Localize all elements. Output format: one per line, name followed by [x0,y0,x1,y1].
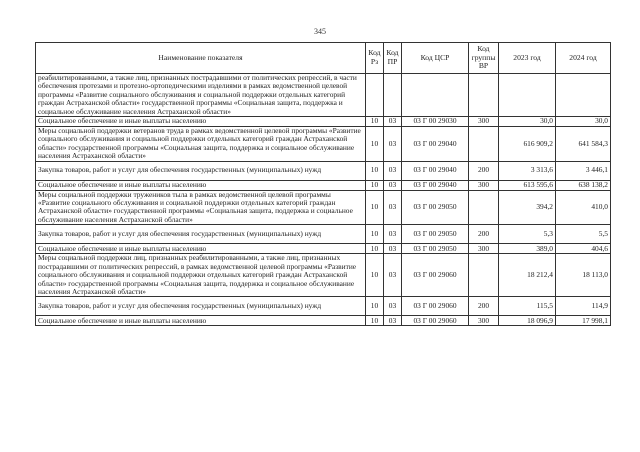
cell-pr: 03 [384,161,402,180]
cell-name: Меры социальной поддержки тружеников тыла в рамках ведомственной целевой программы «Развитие социального обслуживания и социальной поддержки отдельных категорий граждан Астраханской области» государственной программы «Социальная защита, поддержка и социальное обслуживание населения Астраханской области» [36,190,366,225]
budget-table [35,42,611,326]
cell-csr: 03 Г 00 29030 [402,117,469,127]
cell-2023: 18 096,9 [499,316,556,326]
cell-pr: 03 [384,297,402,316]
cell-csr: 03 Г 00 29040 [402,180,469,190]
cell-name: реабилитированными, а также лиц, признанных пострадавшими от политических репрессий, в части обеспечения протезами и протезно-ортопедическими изделиями в рамках ведомственной целевой программы «Развитие социального обслуживания и социальной поддержки отдельных категорий граждан Астраханской области» государственной программы «Социальная защита, поддержка и социальное обслуживание населения Астраханской области» [36,74,366,117]
cell-2024: 638 138,2 [556,180,611,190]
cell-pr: 03 [384,117,402,127]
cell-vr: 300 [469,244,499,254]
cell-2023: 613 595,6 [499,180,556,190]
cell-name: Социальное обеспечение и иные выплаты населению [36,117,366,127]
cell-pr: 03 [384,180,402,190]
cell-pr: 03 [384,254,402,297]
cell-vr [469,74,499,117]
table-row [36,190,611,225]
cell-pr: 03 [384,316,402,326]
cell-2024: 18 113,0 [556,254,611,297]
cell-vr: 300 [469,180,499,190]
table-row [36,316,611,326]
cell-rz: 10 [366,127,384,162]
cell-csr: 03 Г 00 29050 [402,244,469,254]
cell-csr: 03 Г 00 29060 [402,254,469,297]
cell-vr [469,254,499,297]
cell-pr: 03 [384,127,402,162]
cell-rz: 10 [366,244,384,254]
cell-name: Социальное обеспечение и иные выплаты населению [36,180,366,190]
table-row [36,225,611,244]
cell-rz: 10 [366,297,384,316]
col-header-2024: 2024 год [556,43,611,74]
cell-name: Меры социальной поддержки ветеранов труда в рамках ведомственной целевой программы «Развитие социального обслуживания и социальной поддержки отдельных категорий граждан Астраханской области» государственной программы «Социальная защита, поддержка и социальное обслуживание населения Астраханской области» [36,127,366,162]
cell-2024: 404,6 [556,244,611,254]
cell-csr: 03 Г 00 29040 [402,161,469,180]
cell-csr: 03 Г 00 29060 [402,297,469,316]
cell-name: Закупка товаров, работ и услуг для обеспечения государственных (муниципальных) нужд [36,297,366,316]
cell-name: Закупка товаров, работ и услуг для обеспечения государственных (муниципальных) нужд [36,161,366,180]
cell-vr: 300 [469,316,499,326]
cell-2024: 114,9 [556,297,611,316]
cell-vr: 300 [469,117,499,127]
cell-2023: 30,0 [499,117,556,127]
cell-rz: 10 [366,180,384,190]
table-row [36,127,611,162]
cell-2023: 18 212,4 [499,254,556,297]
cell-pr: 03 [384,244,402,254]
col-header-name: Наименование показателя [36,43,366,74]
table-row [36,244,611,254]
cell-csr: 03 Г 00 29050 [402,190,469,225]
col-header-csr: Код ЦСР [402,43,469,74]
cell-2023 [499,74,556,117]
table-row [36,117,611,127]
cell-2024 [556,74,611,117]
col-header-pr: Код ПР [384,43,402,74]
cell-rz: 10 [366,225,384,244]
page-number: 345 [314,27,326,36]
cell-2023: 389,0 [499,244,556,254]
cell-rz: 10 [366,161,384,180]
cell-2023: 616 909,2 [499,127,556,162]
cell-2023: 115,5 [499,297,556,316]
cell-rz: 10 [366,254,384,297]
table-row [36,161,611,180]
cell-name: Меры социальной поддержки лиц, признанных реабилитированными, а также лиц, признанных пострадавшими от политических репрессий, в рамках ведомственной целевой программы «Развитие социального обслуживания и социальной поддержки отдельных категорий граждан Астраханской области» государственной программы «Социальная защита, поддержка и социальное обслуживание населения Астраханской области» [36,254,366,297]
col-header-2023: 2023 год [499,43,556,74]
cell-rz: 10 [366,117,384,127]
cell-csr: 03 Г 00 29050 [402,225,469,244]
cell-2024: 17 998,1 [556,316,611,326]
cell-csr [402,74,469,117]
cell-vr: 200 [469,161,499,180]
cell-csr: 03 Г 00 29060 [402,316,469,326]
table-row [36,180,611,190]
cell-vr [469,127,499,162]
cell-csr: 03 Г 00 29040 [402,127,469,162]
cell-vr: 200 [469,297,499,316]
cell-name: Социальное обеспечение и иные выплаты населению [36,316,366,326]
table-row [36,254,611,297]
cell-rz: 10 [366,190,384,225]
cell-pr: 03 [384,190,402,225]
cell-rz [366,74,384,117]
cell-name: Закупка товаров, работ и услуг для обеспечения государственных (муниципальных) нужд [36,225,366,244]
header-row [36,43,611,74]
cell-vr [469,190,499,225]
cell-2024: 3 446,1 [556,161,611,180]
cell-2024: 5,5 [556,225,611,244]
cell-2024: 30,0 [556,117,611,127]
col-header-vr: Код группы ВР [469,43,499,74]
cell-2024: 641 584,3 [556,127,611,162]
table-row [36,74,611,117]
cell-rz: 10 [366,316,384,326]
cell-vr: 200 [469,225,499,244]
col-header-rz: Код Рз [366,43,384,74]
table-row [36,297,611,316]
cell-2023: 5,3 [499,225,556,244]
cell-2024: 410,0 [556,190,611,225]
cell-2023: 394,2 [499,190,556,225]
cell-name: Социальное обеспечение и иные выплаты населению [36,244,366,254]
cell-pr [384,74,402,117]
cell-pr: 03 [384,225,402,244]
cell-2023: 3 313,6 [499,161,556,180]
